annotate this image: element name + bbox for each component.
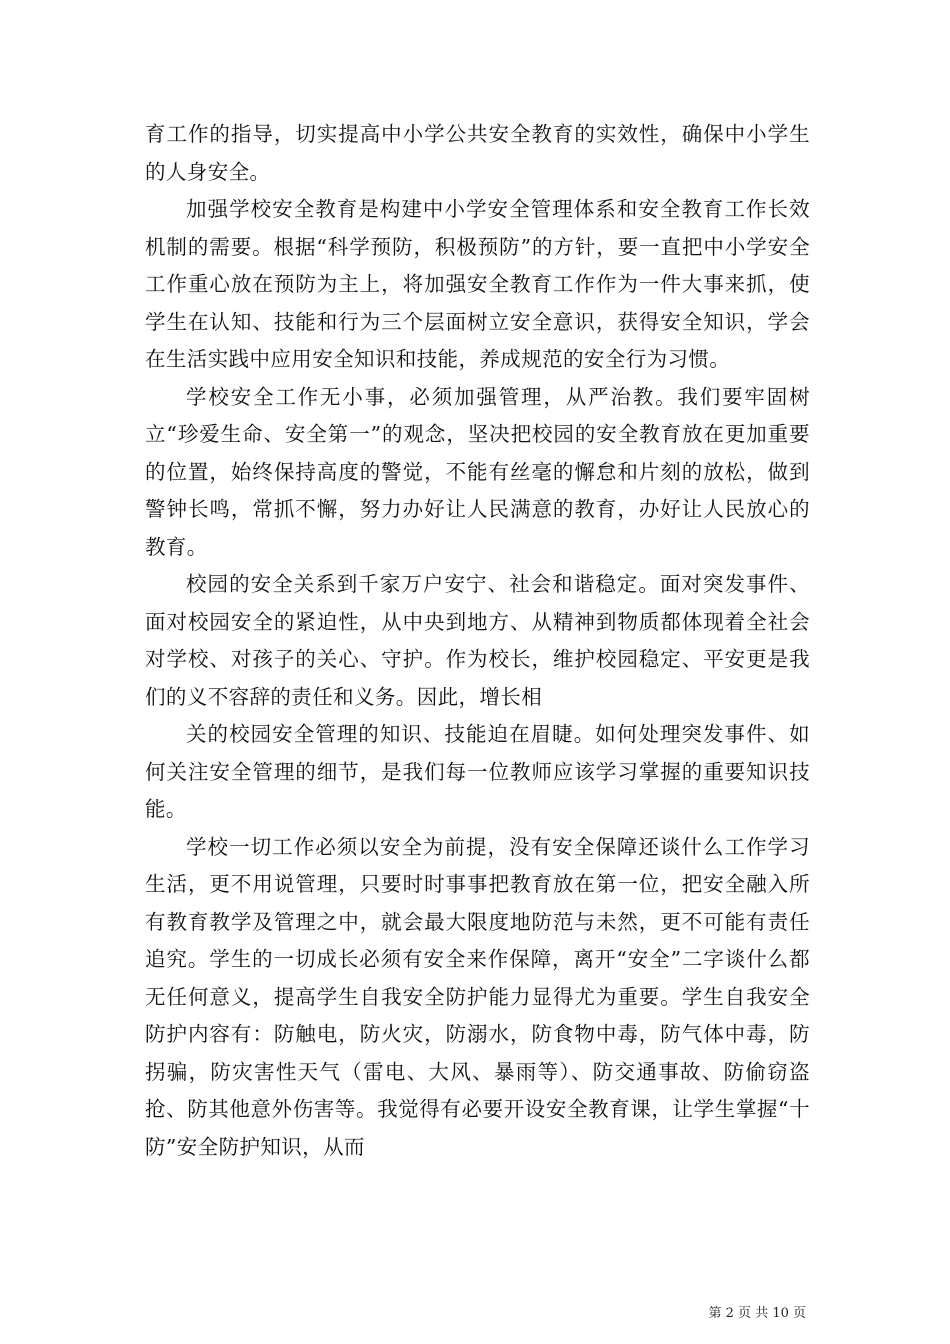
paragraph-2: 加强学校安全教育是构建中小学安全管理体系和安全教育工作长效机制的需要。根据“科学预防，积极预防”的方针，要一直把中小学安全工作重心放在预防为主上，将加强安全教育工作作为一件大事来抓，使学生在认知、技能和行为三个层面树立安全意识，获得安全知识，学会在生活实践中应用安全知识和技能，养成规范的安全行为习惯。 xyxy=(145,197,810,371)
paragraph-6: 学校一切工作必须以安全为前提，没有安全保障还谈什么工作学习生活，更不用说管理，只要时时事事把教育放在第一位，把安全融入所有教育教学及管理之中，就会最大限度地防范与未然，更不可能有责任追究。学生的一切成长必须有安全来作保障，离开“安全”二字谈什么都无任何意义，提高学生自我安全防护能力显得尤为重要。学生自我安全防护内容有：防触电，防火灾，防溺水，防食物中毒，防气体中毒，防拐骗，防灾害性天气（雷电、大风、暴雨等）、防交通事故、防偷窃盗抢、防其他意外伤害等。我觉得有必要开设安全教育课，让学生掌握“十防”安全防护知识，从而 xyxy=(145,834,810,1159)
paragraph-1: 育工作的指导，切实提高中小学公共安全教育的实效性，确保中小学生的人身安全。 xyxy=(145,122,810,184)
paragraph-3: 学校安全工作无小事，必须加强管理，从严治教。我们要牢固树立“珍爱生命、安全第一”的观念，坚决把校园的安全教育放在更加重要的位置，始终保持高度的警觉，不能有丝毫的懈怠和片刻的放松，做到警钟长鸣，常抓不懈，努力办好让人民满意的教育，办好让人民放心的教育。 xyxy=(145,384,810,559)
paragraph-5: 关的校园安全管理的知识、技能迫在眉睫。如何处理突发事件、如何关注安全管理的细节，是我们每一位教师应该学习掌握的重要知识技能。 xyxy=(145,722,810,821)
page-number-footer: 第 2 页 共 10 页 xyxy=(708,1306,806,1321)
paragraph-4: 校园的安全关系到千家万户安宁、社会和谐稳定。面对突发事件、面对校园安全的紧迫性，从中央到地方、从精神到物质都体现着全社会对学校、对孩子的关心、守护。作为校长，维护校园稳定、平安更是我们的义不容辞的责任和义务。因此，增长相 xyxy=(145,572,810,709)
document-body xyxy=(145,116,810,1166)
